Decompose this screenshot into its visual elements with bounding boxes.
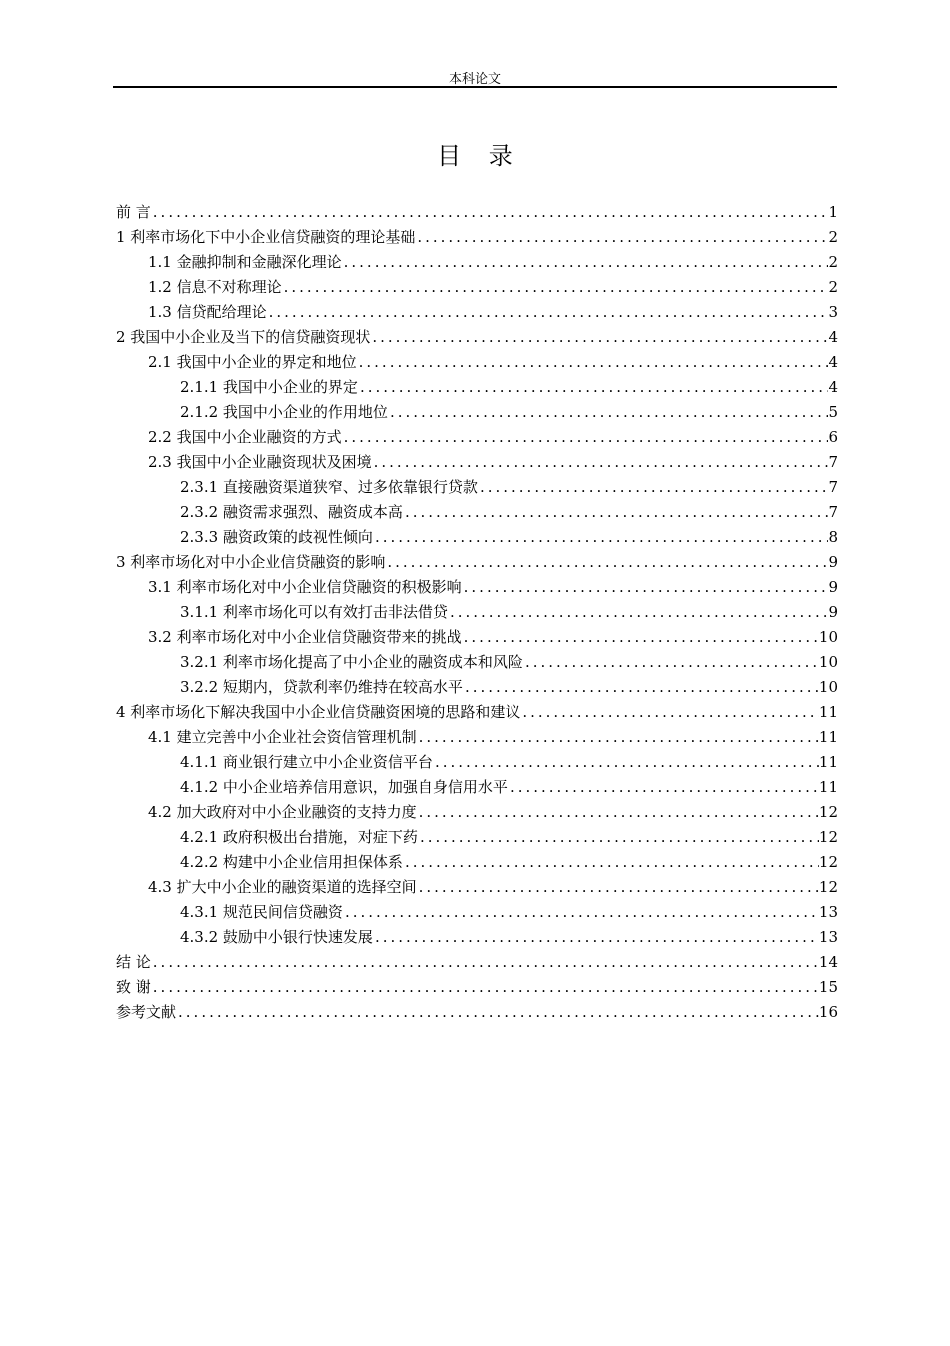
toc-entry-label: 1.3 信贷配给理论 — [148, 303, 267, 321]
toc-entry-page: 11 — [818, 703, 838, 721]
toc-entry[interactable] — [116, 575, 838, 600]
toc-leader-dots — [478, 475, 828, 500]
toc-entry-page: 7 — [828, 478, 838, 496]
toc-leader-dots — [373, 925, 819, 950]
toc-entry[interactable] — [116, 1000, 838, 1025]
toc-leader-dots — [448, 600, 828, 625]
toc-entry-page: 11 — [818, 778, 838, 796]
toc-entry-label: 3.2 利率市场化对中小企业信贷融资带来的挑战 — [148, 628, 462, 646]
toc-leader-dots — [342, 250, 828, 275]
toc-leader-dots — [417, 875, 819, 900]
toc-entry-page: 11 — [818, 728, 838, 746]
toc-entry-label: 4.3 扩大中小企业的融资渠道的选择空间 — [148, 878, 417, 896]
toc-entry-label: 2.1 我国中小企业的界定和地位 — [148, 353, 357, 371]
toc-entry-label: 2.3.1 直接融资渠道狭窄、过多依靠银行贷款 — [180, 478, 478, 496]
toc-leader-dots — [282, 275, 828, 300]
toc-entry[interactable] — [116, 650, 838, 675]
toc-entry-label: 2.1.1 我国中小企业的界定 — [180, 378, 358, 396]
toc-entry[interactable] — [116, 350, 838, 375]
toc-entry-page: 13 — [818, 928, 838, 946]
toc-leader-dots — [370, 325, 828, 350]
toc-entry-page: 12 — [818, 828, 838, 846]
toc-entry-label: 致 谢 — [116, 978, 151, 996]
toc-entry-label: 2.3.3 融资政策的歧视性倾向 — [180, 528, 373, 546]
toc-entry-page: 7 — [828, 503, 838, 521]
toc-entry-label: 3.1 利率市场化对中小企业信贷融资的积极影响 — [148, 578, 462, 596]
toc-title: 目 录 — [437, 142, 523, 170]
toc-entry-page: 12 — [818, 878, 838, 896]
toc-leader-dots — [415, 225, 828, 250]
toc-entry-page: 9 — [828, 553, 838, 571]
toc-entry-page: 3 — [828, 303, 838, 321]
toc-entry-page: 13 — [818, 903, 838, 921]
toc-entry[interactable] — [116, 225, 838, 250]
toc-leader-dots — [385, 550, 828, 575]
toc-entry-page: 4 — [828, 353, 838, 371]
toc-leader-dots — [508, 775, 819, 800]
toc-entry[interactable] — [116, 325, 838, 350]
toc-entry-page: 6 — [828, 428, 838, 446]
toc-entry-label: 2.1.2 我国中小企业的作用地位 — [180, 403, 388, 421]
toc-leader-dots — [523, 650, 819, 675]
toc-entry-page: 8 — [828, 528, 838, 546]
toc-entry[interactable] — [116, 375, 838, 400]
toc-leader-dots — [358, 375, 828, 400]
toc-entry-label: 3.2.1 利率市场化提高了中小企业的融资成本和风险 — [180, 653, 523, 671]
toc-entry-page: 12 — [818, 853, 838, 871]
toc-entry[interactable] — [116, 725, 838, 750]
toc-entry-label: 2 我国中小企业及当下的信贷融资现状 — [116, 328, 371, 346]
running-header: 本科论文 — [448, 72, 501, 87]
toc-entry-page: 9 — [828, 603, 838, 621]
toc-leader-dots — [151, 200, 828, 225]
toc-entry-label: 2.3.2 融资需求强烈、融资成本高 — [180, 503, 403, 521]
toc-entry-label: 3.2.2 短期内，贷款利率仍维持在较高水平 — [180, 678, 463, 696]
toc-leader-dots — [463, 675, 819, 700]
toc-leader-dots — [403, 500, 828, 525]
toc-entry-label: 1.2 信息不对称理论 — [148, 278, 282, 296]
toc-entry[interactable] — [116, 200, 838, 225]
toc-entry-label: 4.3.2 鼓励中小银行快速发展 — [180, 928, 373, 946]
toc-entry[interactable] — [116, 775, 838, 800]
toc-entry-page: 4 — [828, 378, 838, 396]
toc-leader-dots — [343, 900, 819, 925]
toc-entry-label: 3.1.1 利率市场化可以有效打击非法借贷 — [180, 603, 448, 621]
toc-leader-dots — [151, 950, 819, 975]
toc-entry-label: 4.1.2 中小企业培养信用意识，加强自身信用水平 — [180, 778, 508, 796]
toc-entry[interactable] — [116, 500, 838, 525]
toc-leader-dots — [357, 350, 828, 375]
toc-entry[interactable] — [116, 475, 838, 500]
toc-entry[interactable] — [116, 600, 838, 625]
toc-entry[interactable] — [116, 700, 838, 725]
toc-entry-page: 16 — [818, 1003, 838, 1021]
toc-leader-dots — [176, 1000, 819, 1025]
toc-entry[interactable] — [116, 625, 838, 650]
toc-entry-label: 4.1.1 商业银行建立中小企业资信平台 — [180, 753, 433, 771]
toc-leader-dots — [418, 825, 819, 850]
toc-entry[interactable] — [116, 750, 838, 775]
toc-entry-label: 4 利率市场化下解决我国中小企业信贷融资困境的思路和建议 — [116, 703, 521, 721]
toc-entry[interactable] — [116, 550, 838, 575]
toc-entry[interactable] — [116, 850, 838, 875]
toc-entry-label: 1.1 金融抑制和金融深化理论 — [148, 253, 342, 271]
toc-entry-page: 14 — [818, 953, 838, 971]
toc-entry-page: 2 — [828, 228, 838, 246]
toc-leader-dots — [417, 725, 819, 750]
toc-leader-dots — [462, 575, 828, 600]
toc-leader-dots — [151, 975, 819, 1000]
toc-entry-page: 10 — [818, 678, 838, 696]
toc-entry-page: 2 — [828, 253, 838, 271]
toc-entry-page: 5 — [828, 403, 838, 421]
toc-leader-dots — [373, 525, 828, 550]
toc-entry[interactable] — [116, 425, 838, 450]
toc-entry[interactable] — [116, 925, 838, 950]
toc-entry-page: 10 — [818, 628, 838, 646]
toc-entry[interactable] — [116, 900, 838, 925]
toc-leader-dots — [520, 700, 819, 725]
toc-leader-dots — [403, 850, 819, 875]
toc-entry[interactable] — [116, 675, 838, 700]
toc-entry[interactable] — [116, 400, 838, 425]
toc-entry-label: 4.1 建立完善中小企业社会资信管理机制 — [148, 728, 417, 746]
header-rule — [113, 86, 837, 88]
toc-entry-page: 1 — [828, 203, 838, 221]
toc-entry-label: 4.2.2 构建中小企业信用担保体系 — [180, 853, 403, 871]
toc-leader-dots — [342, 425, 828, 450]
toc-leader-dots — [462, 625, 819, 650]
toc-entry[interactable] — [116, 250, 838, 275]
toc-entry-label: 4.2 加大政府对中小企业融资的支持力度 — [148, 803, 417, 821]
toc-leader-dots — [433, 750, 819, 775]
toc-entry-page: 10 — [818, 653, 838, 671]
toc-entry-label: 1 利率市场化下中小企业信贷融资的理论基础 — [116, 228, 416, 246]
toc-entry-page: 2 — [828, 278, 838, 296]
toc-entry-label: 2.3 我国中小企业融资现状及困境 — [148, 453, 372, 471]
toc-leader-dots — [372, 450, 828, 475]
toc-entry[interactable] — [116, 950, 838, 975]
toc-entry-label: 4.2.1 政府积极出台措施，对症下药 — [180, 828, 418, 846]
toc-entry-label: 结 论 — [116, 953, 151, 971]
toc-leader-dots — [388, 400, 828, 425]
toc-entry-label: 2.2 我国中小企业融资的方式 — [148, 428, 342, 446]
toc-leader-dots — [267, 300, 828, 325]
toc-entry-label: 3 利率市场化对中小企业信贷融资的影响 — [116, 553, 386, 571]
toc-entry-page: 4 — [828, 328, 838, 346]
toc-entry[interactable] — [116, 800, 838, 825]
toc-entry-label: 4.3.1 规范民间信贷融资 — [180, 903, 343, 921]
toc-entry[interactable] — [116, 275, 838, 300]
toc-entry-page: 12 — [818, 803, 838, 821]
toc-entry-page: 9 — [828, 578, 838, 596]
toc-entry-page: 15 — [818, 978, 838, 996]
toc-entry[interactable] — [116, 300, 838, 325]
toc-entry-page: 11 — [818, 753, 838, 771]
toc-entry[interactable] — [116, 525, 838, 550]
toc-entry[interactable] — [116, 450, 838, 475]
toc-leader-dots — [417, 800, 819, 825]
toc-entry[interactable] — [116, 825, 838, 850]
toc-entry[interactable] — [116, 875, 838, 900]
toc-entry[interactable] — [116, 975, 838, 1000]
toc-entry-page: 7 — [828, 453, 838, 471]
toc-entry-label: 参考文献 — [116, 1003, 177, 1021]
toc-entry-label: 前 言 — [116, 203, 151, 221]
table-of-contents — [116, 200, 838, 1025]
